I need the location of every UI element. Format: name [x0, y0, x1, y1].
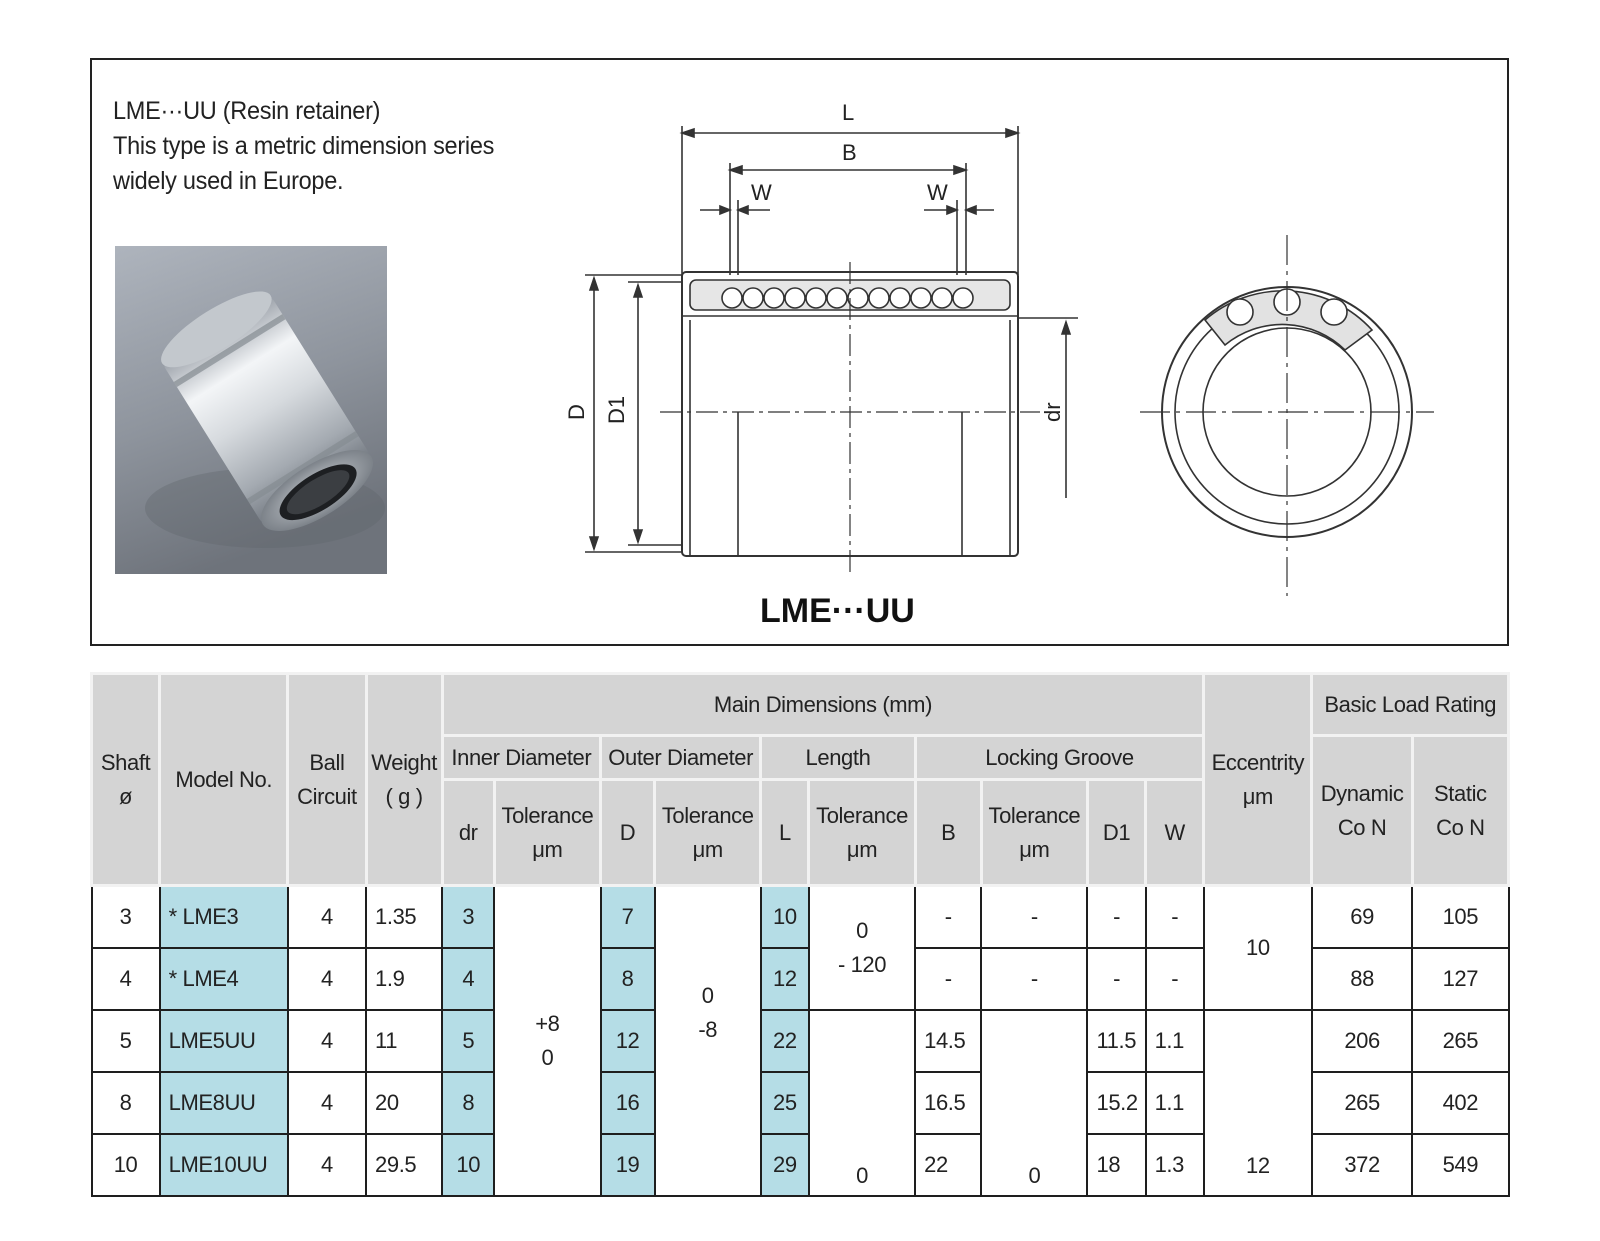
- table-row: [92, 886, 1509, 948]
- cell-model: LME10UU: [160, 1134, 288, 1196]
- cell-B-tolerance: -: [981, 948, 1087, 1010]
- cell-static: 549: [1412, 1134, 1508, 1196]
- header-dynamic: Dynamic Co N: [1312, 736, 1412, 886]
- cell-L: 12: [761, 948, 809, 1010]
- cell-dr: 10: [442, 1134, 494, 1196]
- header-dr-tolerance: Tolerance μm: [494, 780, 600, 886]
- cell-weight: 11: [366, 1010, 442, 1072]
- cell-ball: 4: [288, 1134, 366, 1196]
- cell-W: 1.1: [1146, 1010, 1204, 1072]
- header-static: Static Co N: [1412, 736, 1508, 886]
- header-outer-diameter: Outer Diameter: [601, 736, 761, 780]
- cell-D: 7: [601, 886, 655, 948]
- header-length: Length: [761, 736, 915, 780]
- cell-dynamic: 372: [1312, 1134, 1412, 1196]
- cell-dynamic: 69: [1312, 886, 1412, 948]
- dim-label-W-left: W: [751, 180, 772, 205]
- header-dr: dr: [442, 780, 494, 886]
- cell-W: 1.1: [1146, 1072, 1204, 1134]
- cell-ball: 4: [288, 886, 366, 948]
- cell-L-tolerance-small: 0 - 120: [809, 886, 915, 1010]
- header-weight: Weight ( g ): [366, 674, 442, 886]
- diagram-caption: LME···UU: [760, 592, 915, 630]
- cell-dynamic: 206: [1312, 1010, 1412, 1072]
- cell-shaft: 5: [92, 1010, 160, 1072]
- cell-W: -: [1146, 948, 1204, 1010]
- cell-static: 265: [1412, 1010, 1508, 1072]
- cell-model: * LME4: [160, 948, 288, 1010]
- cell-model: LME5UU: [160, 1010, 288, 1072]
- cell-D-tolerance: 0 -8: [655, 886, 761, 1196]
- table-row: [92, 1010, 1509, 1072]
- header-shaft: Shaft ø: [92, 674, 160, 886]
- cell-D: 16: [601, 1072, 655, 1134]
- cell-D1: -: [1087, 886, 1145, 948]
- header-eccentrity: Eccentrity μm: [1204, 674, 1312, 886]
- header-ball-circuit: Ball Circuit: [288, 674, 366, 886]
- cell-D1: -: [1087, 948, 1145, 1010]
- cell-W: -: [1146, 886, 1204, 948]
- cell-weight: 1.9: [366, 948, 442, 1010]
- cell-B: 22: [915, 1134, 981, 1196]
- cell-L: 29: [761, 1134, 809, 1196]
- description-line-1: This type is a metric dimension series: [113, 132, 495, 160]
- header-L: L: [761, 780, 809, 886]
- header-model: Model No.: [160, 674, 288, 886]
- cell-weight: 1.35: [366, 886, 442, 948]
- cell-dr: 3: [442, 886, 494, 948]
- header-main-dimensions: Main Dimensions (mm): [442, 674, 1204, 736]
- cell-dynamic: 265: [1312, 1072, 1412, 1134]
- cell-ball: 4: [288, 1072, 366, 1134]
- header-D: D: [601, 780, 655, 886]
- cell-eccentrity-small: 10: [1204, 886, 1312, 1010]
- header-D1: D1: [1087, 780, 1145, 886]
- cell-D: 19: [601, 1134, 655, 1196]
- dim-label-D1: D1: [604, 395, 629, 424]
- cell-L: 22: [761, 1010, 809, 1072]
- cell-B: 16.5: [915, 1072, 981, 1134]
- cell-eccentrity-large: 12: [1204, 1010, 1312, 1196]
- cell-B-tolerance-large: 0: [981, 1010, 1087, 1196]
- cell-D1: 11.5: [1087, 1010, 1145, 1072]
- cell-L: 10: [761, 886, 809, 948]
- cell-L: 25: [761, 1072, 809, 1134]
- cell-ball: 4: [288, 948, 366, 1010]
- header-basic-load-rating: Basic Load Rating: [1312, 674, 1509, 736]
- dim-label-B: B: [842, 140, 857, 165]
- cell-ball: 4: [288, 1010, 366, 1072]
- description-line-2: widely used in Europe.: [113, 167, 344, 195]
- dim-label-L: L: [842, 100, 855, 125]
- cell-weight: 29.5: [366, 1134, 442, 1196]
- cell-shaft: 3: [92, 886, 160, 948]
- cell-B: 14.5: [915, 1010, 981, 1072]
- header-L-tolerance: Tolerance μm: [809, 780, 915, 886]
- product-type-title: LME···UU (Resin retainer): [113, 97, 381, 125]
- cell-B: -: [915, 886, 981, 948]
- cell-dr: 4: [442, 948, 494, 1010]
- cell-dr: 8: [442, 1072, 494, 1134]
- cell-shaft: 10: [92, 1134, 160, 1196]
- cell-dr-tolerance: +8 0: [494, 886, 600, 1196]
- header-B-tolerance: Tolerance μm: [981, 780, 1087, 886]
- cell-model: * LME3: [160, 886, 288, 948]
- cell-L-tolerance-large: 0: [809, 1010, 915, 1196]
- cell-model: LME8UU: [160, 1072, 288, 1134]
- dim-label-dr: dr: [1040, 402, 1065, 422]
- cell-D1: 15.2: [1087, 1072, 1145, 1134]
- cell-static: 402: [1412, 1072, 1508, 1134]
- cell-weight: 20: [366, 1072, 442, 1134]
- header-W: W: [1146, 780, 1204, 886]
- dim-label-W-right: W: [927, 180, 948, 205]
- cell-B: -: [915, 948, 981, 1010]
- header-D-tolerance: Tolerance μm: [655, 780, 761, 886]
- cell-D: 8: [601, 948, 655, 1010]
- cell-D: 12: [601, 1010, 655, 1072]
- header-inner-diameter: Inner Diameter: [442, 736, 600, 780]
- cell-static: 105: [1412, 886, 1508, 948]
- dim-label-D: D: [564, 404, 589, 420]
- cell-dynamic: 88: [1312, 948, 1412, 1010]
- cell-static: 127: [1412, 948, 1508, 1010]
- specification-table: [90, 672, 1510, 1197]
- cell-D1: 18: [1087, 1134, 1145, 1196]
- cell-shaft: 8: [92, 1072, 160, 1134]
- cell-dr: 5: [442, 1010, 494, 1072]
- header-B: B: [915, 780, 981, 886]
- cell-shaft: 4: [92, 948, 160, 1010]
- cell-B-tolerance: -: [981, 886, 1087, 948]
- header-locking-groove: Locking Groove: [915, 736, 1204, 780]
- cell-W: 1.3: [1146, 1134, 1204, 1196]
